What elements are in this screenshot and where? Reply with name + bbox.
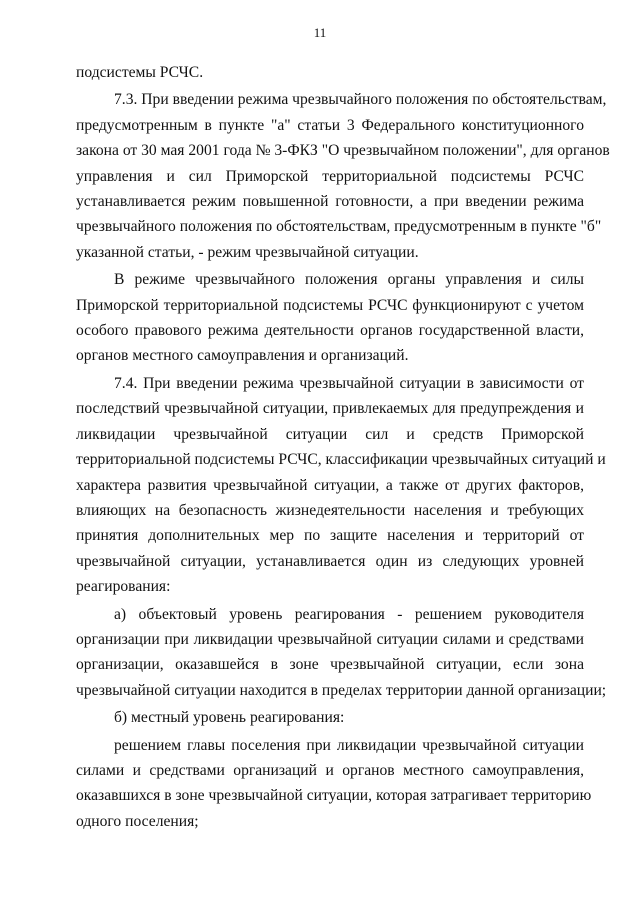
text-line: принятия дополнительных мер по защите населения и территорий от <box>76 527 584 545</box>
paragraph <box>76 371 606 600</box>
text-line: управления и сил Приморской территориальной подсистемы РСЧС <box>76 167 584 185</box>
text-line: чрезвычайного положения по обстоятельствам, предусмотренным в пункте "б" <box>76 218 602 236</box>
page-number: 11 <box>313 25 327 40</box>
text-line: указанной статьи, - режим чрезвычайной ситуации. <box>76 243 419 261</box>
paragraph <box>76 267 584 369</box>
text-line: предусмотренным в пункте "а" статьи 3 Федерального конституционного <box>76 116 584 134</box>
paragraph <box>76 87 610 265</box>
paragraph <box>76 60 584 85</box>
text-line: организации, оказавшейся в зоне чрезвычайной ситуации, если зона <box>76 656 584 674</box>
text-line: решением главы поселения при ликвидации чрезвычайной ситуации <box>114 736 584 754</box>
text-line: одного поселения; <box>76 812 199 830</box>
text-line: органов местного самоуправления и организаций. <box>76 347 409 365</box>
text-line: ликвидации чрезвычайной ситуации сил и средств Приморской <box>76 425 584 443</box>
text-line: организации при ликвидации чрезвычайной ситуации силами и средствами <box>76 630 584 648</box>
text-line: чрезвычайной ситуации находится в пределах территории данной организации; <box>76 681 607 699</box>
text-line: реагирования: <box>76 578 171 596</box>
text-line: чрезвычайной ситуации, устанавливается один из следующих уровней <box>76 552 584 570</box>
text-line: силами и средствами организаций и органов местного самоуправления, <box>76 761 584 779</box>
text-line: а) объектовый уровень реагирования - решением руководителя <box>114 605 584 623</box>
text-line: Приморской территориальной подсистемы РСЧС функционируют с учетом <box>76 296 584 314</box>
text-line: б) местный уровень реагирования: <box>114 709 345 727</box>
paragraph <box>76 733 592 835</box>
text-line: оказавшихся в зоне чрезвычайной ситуации, которая затрагивает территорию <box>76 787 592 805</box>
text-line: характера развития чрезвычайной ситуации, а также от других факторов, <box>76 476 584 494</box>
text-line: подсистемы РСЧС. <box>76 64 204 81</box>
text-line: последствий чрезвычайной ситуации, привлекаемых для предупреждения и <box>76 400 584 418</box>
text-line: 7.3. При введении режима чрезвычайного положения по обстоятельствам, <box>114 91 607 109</box>
text-line: закона от 30 мая 2001 года № 3-ФКЗ "О чрезвычайном положении", для органов <box>76 142 610 160</box>
text-line: устанавливается режим повышенной готовности, а при введении режима <box>76 193 584 211</box>
paragraph <box>76 602 607 704</box>
text-line: В режиме чрезвычайного положения органы управления и силы <box>114 271 584 289</box>
document-body <box>76 60 610 834</box>
text-line: влияющих на безопасность жизнедеятельности населения и требующих <box>76 501 584 519</box>
text-line: особого правового режима деятельности органов государственной власти, <box>76 322 584 340</box>
paragraph <box>76 705 584 730</box>
text-line: территориальной подсистемы РСЧС, классификации чрезвычайных ситуаций и <box>76 451 606 469</box>
text-line: 7.4. При введении режима чрезвычайной ситуации в зависимости от <box>114 374 584 392</box>
